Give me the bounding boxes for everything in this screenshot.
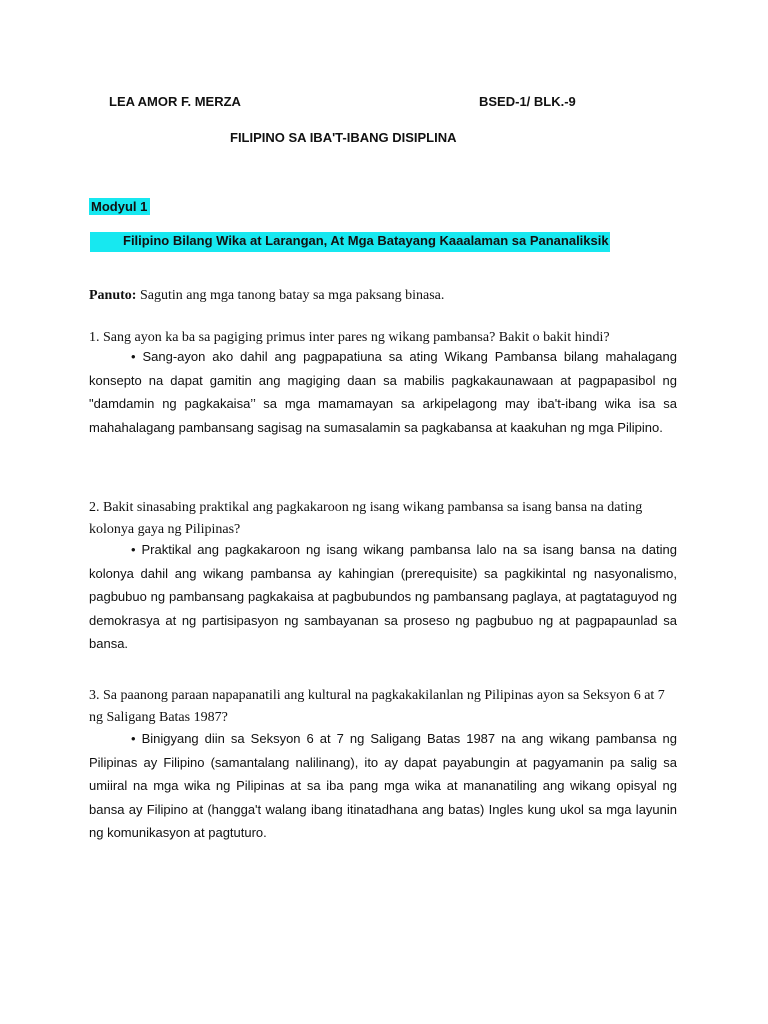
student-name: LEA AMOR F. MERZA [109,94,241,109]
answer-2: • Praktikal ang pagkakaroon ng isang wikang pambansa lalo na sa isang bansa na dating kolonya dahil ang wikang pambansa ay kahingian (prerequisite) sa pagkikintal ng nasyonalismo, pagbubuo ng pambansang pagkakaisa at pagbubundos ng pambansang paglaya, at pagtataguyod ng demokrasya at ng partisipasyon ng sambayanan sa proseso ng pagbubuo ng at pagpapaunlad sa bansa. [89,542,677,651]
answer-1: • Sang-ayon ako dahil ang pagpapatiuna sa ating Wikang Pambansa bilang mahalagang konsepto na dapat gamitin ang magiging daan sa mabilis pagkakaunawaan at pagpapasibol ng "damdamin ng pagkakaisa’’ sa mga mamamayan sa arkipelagong may iba't-ibang wika isa sa mahahalagang pambansang sagisag na sumasalamin sa pagkabansa at kaakuhan ng mga Pilipino. [89,349,677,435]
question-1: 1. Sang ayon ka ba sa pagiging primus inter pares ng wikang pambansa? Bakit o bakit hindi? [89,330,610,345]
module-title: Filipino Bilang Wika at Larangan, At Mga Batayang Kaaalaman sa Pananaliksik [123,233,609,248]
question-3: 3. Sa paanong paraan napapanatili ang kultural na pagkakakilanlan ng Pilipinas ayon sa Seksyon 6 at 7 ng Saligang Batas 1987? [89,688,665,725]
instructions [89,288,444,304]
instructions-text: Sagutin ang mga tanong batay sa mga paksang binasa. [139,288,445,303]
course-title: FILIPINO SA IBA'T-IBANG DISIPLINA [230,130,457,145]
answer-3: • Binigyang diin sa Seksyon 6 at 7 ng Saligang Batas 1987 na ang wikang pambansa ng Pilipinas ay Filipino (samantalang nalilinang), ito ay dapat payabungin at pagyamanin pa salig sa umiiral na mga wika ng Pilipinas at sa iba pang mga wika at mananatiling ang wikang opisyal ng bansa ay Filipino at (hangga't walang ibang itinatadhana ang batas) Ingles kung ukol sa mga layunin ng komunikasyon at pagtuturo. [89,731,677,840]
instructions-label: Panuto: [89,288,137,303]
module-label: Modyul 1 [89,198,150,215]
module-title-highlight [90,232,610,252]
question-2: 2. Bakit sinasabing praktikal ang pagkakaroon ng isang wikang pambansa sa isang bansa na dating kolonya gaya ng Pilipinas? [89,500,643,537]
student-section: BSED-1/ BLK.-9 [479,94,576,109]
